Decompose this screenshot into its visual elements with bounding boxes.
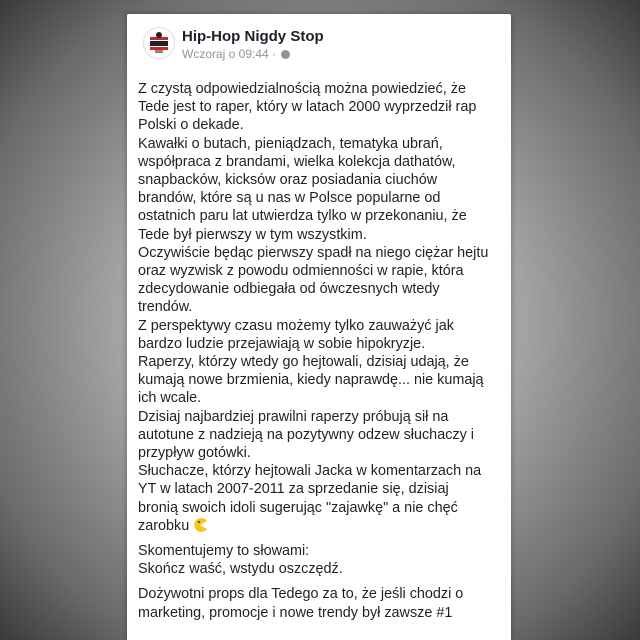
text-line: Skomentujemy to słowami: [138,543,310,560]
text-line: ich wcale. [138,390,202,407]
text-line: zdecydowanie odbiegała od ówczesnych wtedy [138,281,440,298]
text-line: kumają nowe brzmienia, kiedy naprawdę... nie kumają [138,372,484,389]
paragraph-7 [138,462,504,535]
paragraph-5 [138,353,504,408]
meta-separator: · [271,47,276,61]
hiphop-logo-icon [144,28,174,58]
text-line: YT w latach 2007-2011 za sprzedanie się, dzisiaj [138,481,449,498]
text-line: Raperzy, którzy wtedy go hejtowali, dzisiaj udają, że [138,354,469,371]
text-line: Dzisiaj najbardziej prawilni raperzy próbują sił na [138,408,449,425]
text-line-with-emoji [138,517,504,535]
page-name-link[interactable]: Hip-Hop Nigdy Stop [182,28,324,45]
text-line: bardzo ludzie przejawiają w sobie hipokryzje. [138,335,426,352]
text-line: Z perspektywy czasu możemy tylko zauważyć jak [138,317,454,334]
text-line: Tede był pierwszy w tym wszystkim. [138,226,367,243]
comment-block [138,542,504,578]
globe-icon[interactable] [281,50,290,59]
spacer [138,578,504,585]
text-line: ostatnich paru lat utwierdza tylko w przekonaniu, że [138,208,467,225]
text-line: Oczywiście będąc pierwszy spadł na niego ciężar hejtu [138,244,489,261]
paragraph-2 [138,135,504,244]
paragraph-6 [138,408,504,463]
text-line: Z czystą odpowiedzialnością można powiedzieć, że [138,81,466,97]
text-line: Kawałki o butach, pieniądzach, tematyka ubrań, [138,135,443,152]
text-line: Polski o dekade. [138,117,244,134]
page-avatar[interactable] [143,27,175,59]
post-meta [182,47,290,61]
text-line: oraz wyzwisk z powodu odmienności w rapie, która [138,263,464,280]
text-line: zarobku [138,517,190,534]
text-line: Tede jest to raper, który w latach 2000 wyprzedził rap [138,99,477,116]
pacman-icon [192,517,208,533]
text-line: bronią swoich idoli sugerując "zajawkę" a nie chęć [138,499,458,516]
text-line: marketing, promocje i nowe trendy był zawsze #1 [138,604,453,621]
text-line: Dożywotni props dla Tedego za to, że jeśli chodzi o [138,586,464,603]
text-line: współpraca z brandami, wielka kolekcja dathatów, [138,153,456,170]
post-header [137,23,501,63]
post-timestamp[interactable]: Wczoraj o 09:44 [182,47,269,61]
facebook-post [127,14,511,640]
text-line: snapbacków, kicksów oraz posiadania ciuchów [138,172,438,189]
spacer [138,535,504,542]
text-line: autotune z nadzieją na pozytywny odzew słuchaczy i [138,426,474,443]
text-line: trendów. [138,299,193,316]
paragraph-4 [138,317,504,353]
text-line: przypływ gotówki. [138,445,251,462]
paragraph-1 [138,80,504,135]
text-line: Słuchacze, którzy hejtowali Jacka w komentarzach na [138,463,482,480]
text-line: Skończ waść, wstydu oszczędź. [138,561,343,578]
closing-block [138,585,504,621]
post-body [138,80,504,622]
paragraph-3 [138,244,504,317]
text-line: brandów, które są u nas w Polsce popularne od [138,190,441,207]
